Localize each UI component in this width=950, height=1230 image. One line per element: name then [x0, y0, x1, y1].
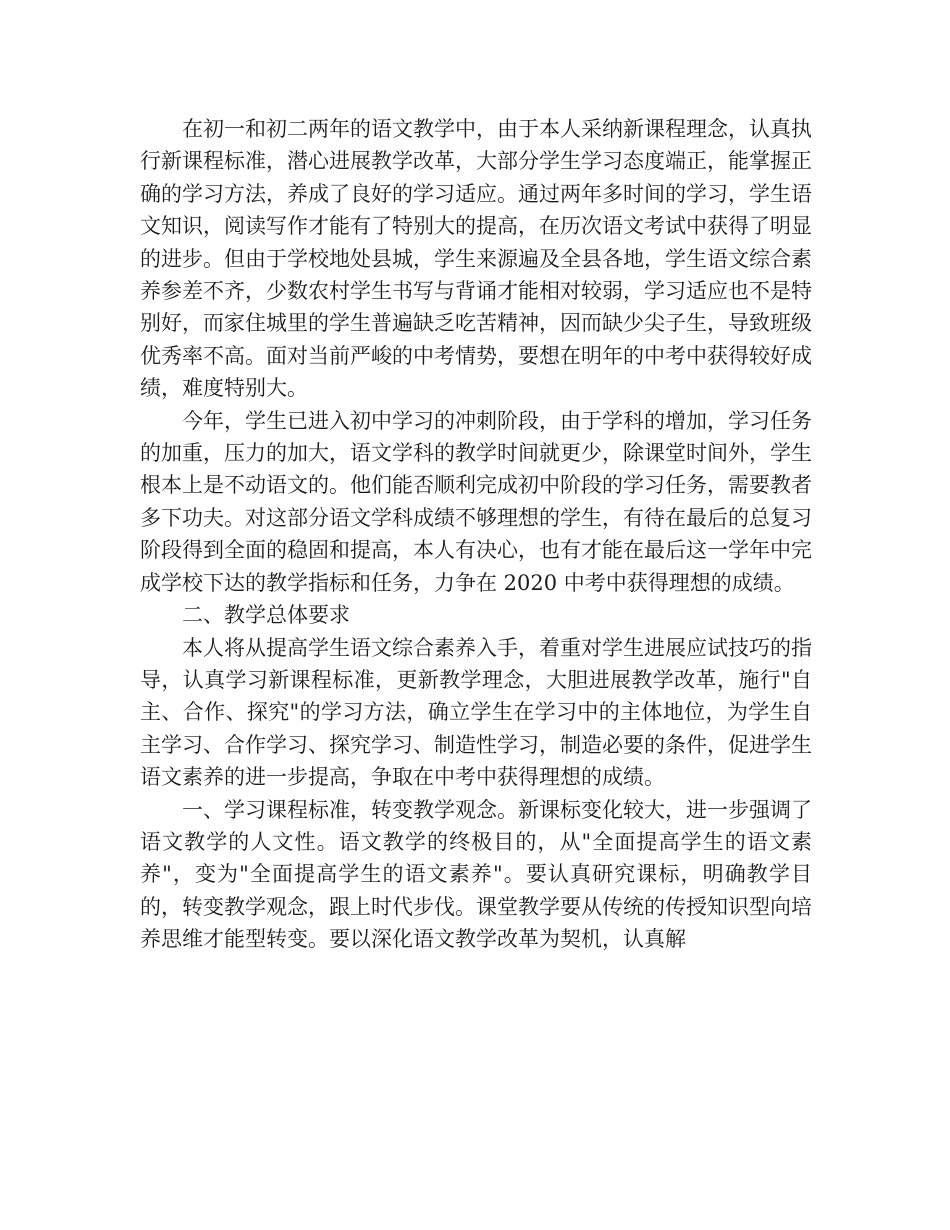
paragraph-overall-requirements: 本人将从提高学生语文综合素养入手，着重对学生进展应试技巧的指导，认真学习新课程标准，更新教学理念，大胆进展教学改革，施行"自主、合作、探究"的学习方法，确立学生在学习中的主体地位，为学生自主学习、合作学习、探究学习、制造性学习，制造必要的条件，促进学生语文素养的进一步提高，争取在中考中获得理想的成绩。 — [140, 635, 812, 790]
paragraph-current-year: 今年，学生已进入初中学习的冲刺阶段，由于学科的增加，学习任务的加重，压力的加大，语文学科的教学时间就更少，除课堂时间外，学生根本上是不动语文的。他们能否顺利完成初中阶段的学习任务，需要教者多下功夫。对这部分语文学科成绩不够理想的学生，有待在最后的总复习阶段得到全面的稳固和提高，本人有决心，也有才能在最后这一学年中完成学校下达的教学指标和任务，力争在 2020 中考中获得理想的成绩。 — [140, 408, 812, 595]
paragraph-curriculum-standards: 一、学习课程标准，转变教学观念。新课标变化较大，进一步强调了语文教学的人文性。语文教学的终极目的，从"全面提高学生的语文素养"，变为"全面提高学生的语文素养"。要认真研究课标，明确教学目的，转变教学观念，跟上时代步伐。课堂教学要从传统的传授知识型向培养思维才能型转变。要以深化语文教学改革为契机，认真解 — [140, 797, 812, 952]
section-heading-overall-requirements: 二、教学总体要求 — [182, 603, 350, 628]
paragraph-situation-analysis: 在初一和初二两年的语文教学中，由于本人采纳新课程理念，认真执行新课程标准，潜心进展教学改革，大部分学生学习态度端正，能掌握正确的学习方法，养成了良好的学习适应。通过两年多时间的学习，学生语文知识，阅读写作才能有了特别大的提高，在历次语文考试中获得了明显的进步。但由于学校地处县城，学生来源遍及全县各地，学生语文综合素养参差不齐，少数农村学生书写与背诵才能相对较弱，学习适应也不是特别好，而家住城里的学生普遍缺乏吃苦精神，因而缺少尖子生，导致班级优秀率不高。面对当前严峻的中考情势，要想在明年的中考中获得较好成绩，难度特别大。 — [140, 117, 812, 401]
document-page — [140, 113, 812, 956]
